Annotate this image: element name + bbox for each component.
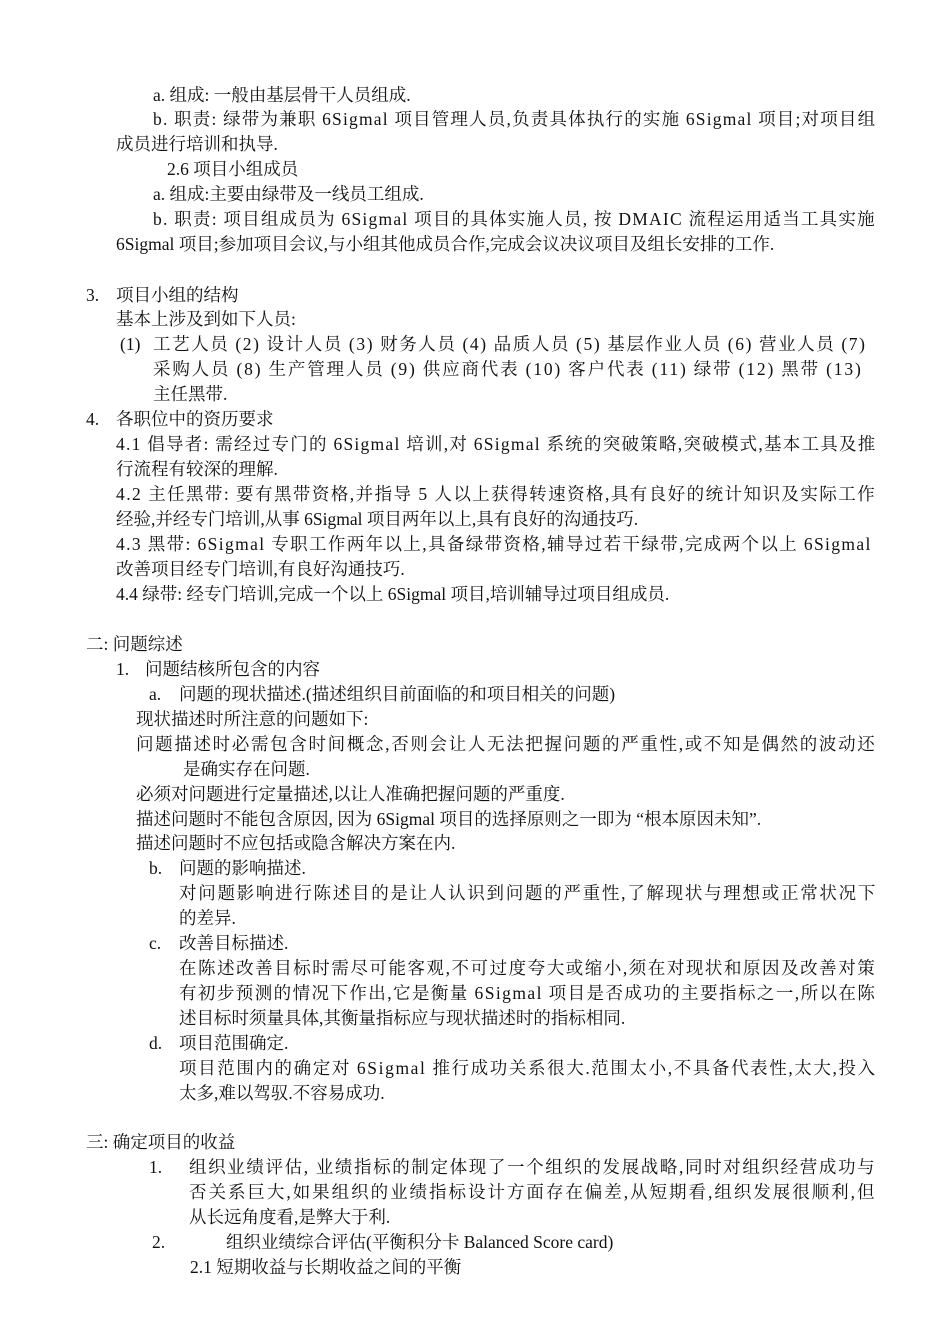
paragraph-line: 4.2 主任黑带: 要有黑带资格,并指导 5 人以上获得转速资格,具有良好的统计知识及实际工作 bbox=[116, 484, 877, 504]
paragraph-line: 工艺人员 (2) 设计人员 (3) 财务人员 (4) 品质人员 (5) 基层作业人员 (6) 营业人员 (7) bbox=[153, 334, 867, 354]
paragraph-line: b. 职责: 绿带为兼职 6Sigmal 项目管理人员,负责具体执行的实施 6Sigmal 项目;对项目组 bbox=[153, 109, 877, 129]
part-heading: 三: 确定项目的收益 bbox=[86, 1132, 236, 1152]
list-number: 1. bbox=[116, 659, 130, 679]
list-letter: b. bbox=[149, 858, 163, 878]
paragraph-line: 经验,并经专门培训,从事 6Sigmal 项目两年以上,具有良好的沟通技巧. bbox=[116, 509, 639, 529]
list-letter: c. bbox=[149, 933, 162, 953]
paragraph-line: 组织业绩综合评估(平衡积分卡 Balanced Score card) bbox=[226, 1232, 614, 1252]
list-letter: d. bbox=[149, 1033, 163, 1053]
paragraph-line: 基本上涉及到如下人员: bbox=[116, 309, 296, 329]
paragraph-line: 成员进行培训和执导. bbox=[116, 134, 278, 154]
paragraph-line: 组织业绩评估, 业绩指标的制定体现了一个组织的发展战略,同时对组织经营成功与 bbox=[189, 1157, 877, 1177]
paragraph-line: 否关系巨大,如果组织的业绩指标设计方面存在偏差,从短期看,组织发展很顺利,但 bbox=[189, 1182, 877, 1202]
paragraph-line: 4.1 倡导者: 需经过专门的 6Sigmal 培训,对 6Sigmal 系统的突破策略,突破模式,基本工具及推 bbox=[116, 434, 877, 454]
paragraph-line: 项目范围内的确定对 6Sigmal 推行成功关系很大.范围太小,不具备代表性,太大,投入 bbox=[179, 1058, 877, 1078]
list-number: (1) bbox=[120, 334, 141, 354]
paragraph-line: 现状描述时所注意的问题如下: bbox=[136, 709, 369, 729]
paragraph-line: 描述问题时不能包含原因, 因为 6Sigmal 项目的选择原则之一即为 “根本原因未知”. bbox=[136, 809, 762, 829]
item-heading: 改善目标描述. bbox=[179, 933, 289, 953]
paragraph-line: 有初步预测的情况下作出,它是衡量 6Sigmal 项目是否成功的主要指标之一,所以在陈 bbox=[179, 983, 877, 1003]
item-heading: 项目范围确定. bbox=[179, 1033, 289, 1053]
paragraph-line: a. 组成: 一般由基层骨干人员组成. bbox=[153, 85, 411, 105]
paragraph-line: 述目标时须量具体,其衡量指标应与现状描述时的指标相同. bbox=[179, 1008, 626, 1028]
paragraph-line: 问题描述时必需包含时间概念,否则会让人无法把握问题的严重性,或不知是偶然的波动还 bbox=[136, 734, 877, 754]
paragraph-line: 主任黑带. bbox=[153, 384, 228, 404]
paragraph-line: 改善项目经专门培训,有良好沟通技巧. bbox=[116, 559, 405, 579]
paragraph-line: 6Sigmal 项目;参加项目会议,与小组其他成员合作,完成会议决议项目及组长安排的工作. bbox=[116, 234, 775, 254]
paragraph-line: 是确实存在问题. bbox=[183, 759, 310, 779]
paragraph-line: 必须对问题进行定量描述,以让人准确把握问题的严重度. bbox=[136, 784, 565, 804]
subsection-heading: 2.1 短期收益与长期收益之间的平衡 bbox=[190, 1257, 462, 1277]
part-heading: 二: 问题综述 bbox=[86, 634, 183, 654]
list-letter: a. bbox=[149, 684, 162, 704]
paragraph-line: 在陈述改善目标时需尽可能客观,不可过度夸大或缩小,须在对现状和原因及改善对策 bbox=[179, 958, 877, 978]
list-number: 4. bbox=[86, 409, 100, 429]
paragraph-line: b. 职责: 项目组成员为 6Sigmal 项目的具体实施人员, 按 DMAIC 流程运用适当工具实施 bbox=[153, 209, 876, 229]
list-number: 1. bbox=[149, 1157, 163, 1177]
section-heading: 项目小组的结构 bbox=[116, 285, 239, 305]
paragraph-line: 4.3 黑带: 6Sigmal 专职工作两年以上,具备绿带资格,辅导过若干绿带,完成两个以上 6Sigmal bbox=[116, 534, 872, 554]
paragraph-line: 4.4 绿带: 经专门培训,完成一个以上 6Sigmal 项目,培训辅导过项目组成员. bbox=[116, 584, 670, 604]
list-number: 2. bbox=[152, 1232, 166, 1252]
section-heading: 各职位中的资历要求 bbox=[116, 409, 274, 429]
paragraph-line: 采购人员 (8) 生产管理人员 (9) 供应商代表 (10) 客户代表 (11) 绿带 (12) 黑带 (13) bbox=[153, 359, 863, 379]
item-heading: 问题的影响描述. bbox=[179, 858, 306, 878]
item-heading: 问题的现状描述.(描述组织目前面临的和项目相关的问题) bbox=[179, 684, 616, 704]
subsection-heading: 2.6 项目小组成员 bbox=[167, 159, 299, 179]
list-number: 3. bbox=[86, 285, 100, 305]
paragraph-line: 太多,难以驾驭.不容易成功. bbox=[179, 1083, 385, 1103]
paragraph-line: 描述问题时不应包括或隐含解决方案在内. bbox=[136, 833, 456, 853]
section-heading: 问题结核所包含的内容 bbox=[145, 659, 320, 679]
paragraph-line: 从长远角度看,是弊大于利. bbox=[189, 1207, 391, 1227]
paragraph-line: 行流程有较深的理解. bbox=[116, 459, 278, 479]
paragraph-line: 对问题影响进行陈述目的是让人认识到问题的严重性,了解现状与理想或正常状况下 bbox=[179, 883, 878, 903]
paragraph-line: 的差异. bbox=[179, 908, 236, 928]
paragraph-line: a. 组成:主要由绿带及一线员工组成. bbox=[153, 184, 424, 204]
